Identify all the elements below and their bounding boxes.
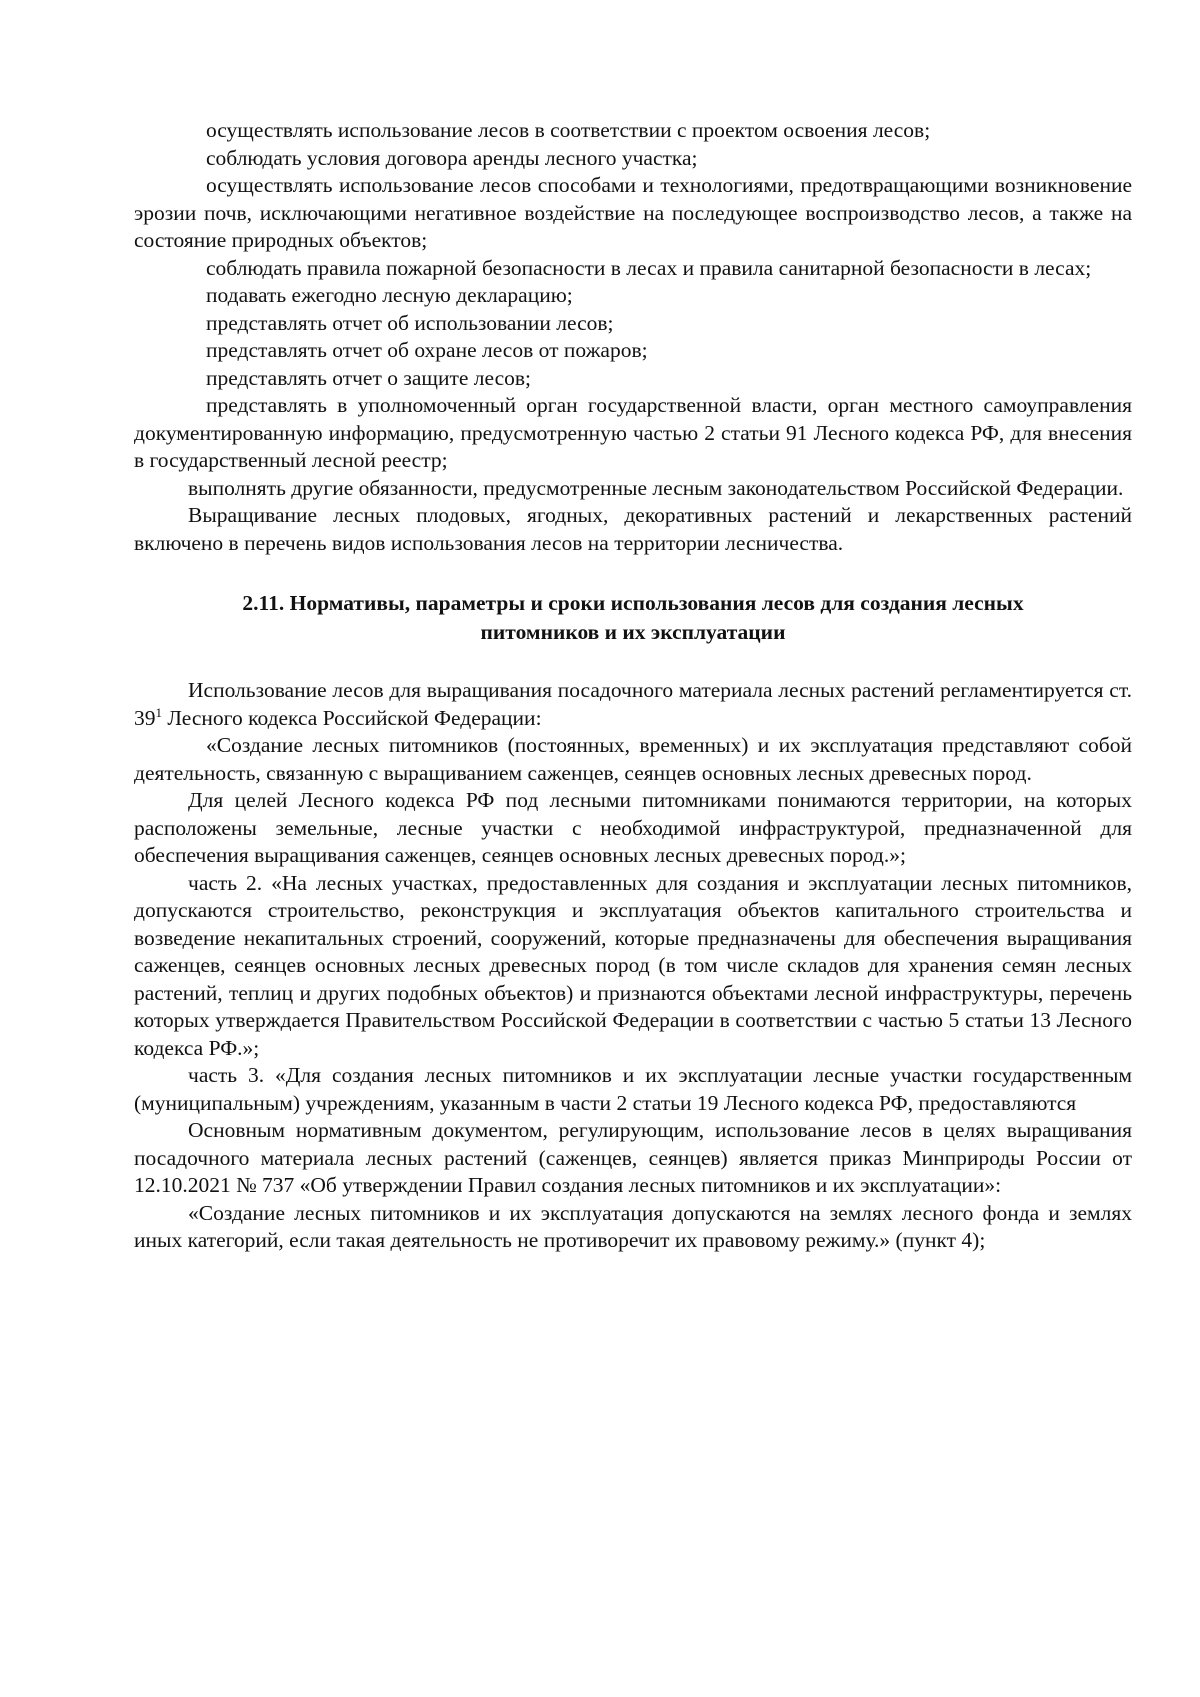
paragraph-growing-plants: Выращивание лесных плодовых, ягодных, декоративных растений и лекарственных растений включено в перечень видов использования лесов на территории лесничества. [134, 503, 1132, 555]
paragraph-obligation-project: осуществлять использование лесов в соответствии с проектом освоения лесов; [206, 118, 931, 142]
section-heading-line1: 2.11. Нормативы, параметры и сроки использования лесов для создания лесных [242, 591, 1024, 615]
paragraph-regulation [134, 677, 1132, 732]
paragraph-main-regulation: Основным нормативным документом, регулирующим, использование лесов в целях выращивания посадочного материала лесных растений (саженцев, сеянцев) является приказ Минприроды России от 12.10.2021 № 737 «Об утверждении Правил создания лесных питомников и их эксплуатации»: [134, 1118, 1132, 1197]
paragraph-obligation-information: представлять в уполномоченный орган государственной власти, орган местного самоуправления документированную информацию, предусмотренную частью 2 статьи 91 Лесного кодекса РФ, для внесения в государственный лесной реестр; [134, 393, 1132, 472]
section-heading-line2: питомников и их эксплуатации [480, 620, 786, 644]
section-heading [134, 589, 1132, 647]
paragraph-regulation-tail: Лесного кодекса Российской Федерации: [162, 705, 542, 730]
paragraph-obligation-usage-report: представлять отчет об использовании лесов; [206, 310, 614, 335]
paragraph-obligation-other: выполнять другие обязанности, предусмотренные лесным законодательством Российской Федерации. [188, 475, 1124, 500]
paragraph-obligation-protection-report: представлять отчет о защите лесов; [206, 365, 532, 390]
paragraph-part-2: часть 2. «На лесных участках, предоставленных для создания и эксплуатации лесных питомников, допускаются строительство, реконструкция и эксплуатация объектов капитального строительства и возведение некапитальных строений, сооружений, которые предназначены для обеспечения выращивания саженцев, сеянцев основных лесных древесных пород (в том числе складов для хранения семян лесных растений, теплиц и других подобных объектов) и признаются объектами лесной инфраструктуры, перечень которых утверждается Правительством Российской Федерации в соответствии с частью 5 статьи 13 Лесного кодекса РФ.»; [134, 870, 1132, 1060]
paragraph-quote-nurseries: «Создание лесных питомников (постоянных, временных) и их эксплуатация представляют собой деятельность, связанную с выращиванием саженцев, сеянцев основных лесных древесных пород. [134, 733, 1132, 785]
article-superscript: 1 [155, 704, 162, 720]
paragraph-obligation-technologies: осуществлять использование лесов способами и технологиями, предотвращающими возникновение эрозии почв, исключающими негативное воздействие на последующее воспроизводство лесов, а также на состояние природных объектов; [134, 173, 1132, 252]
paragraph-obligation-fire-safety: соблюдать правила пожарной безопасности в лесах и правила санитарной безопасности в лесах; [206, 255, 1092, 280]
paragraph-nursery-definition: Для целей Лесного кодекса РФ под лесными питомниками понимаются территории, на которых расположены земельные, лесные участки с необходимой инфраструктурой, предназначенной для обеспечения выращивания саженцев, сеянцев основных лесных древесных пород.»; [134, 788, 1132, 867]
paragraph-regulation-text: Использование лесов для выращивания посадочного материала лесных растений регламентируется ст. 39 [134, 678, 1132, 730]
paragraph-quote-land: «Создание лесных питомников и их эксплуатация допускаются на землях лесного фонда и землях иных категорий, если такая деятельность не противоречит их правовому режиму.» (пункт 4); [134, 1200, 1132, 1252]
paragraph-obligation-declaration: подавать ежегодно лесную декларацию; [206, 283, 573, 307]
paragraph-obligation-fire-report: представлять отчет об охране лесов от пожаров; [206, 338, 648, 362]
paragraph-part-3: часть 3. «Для создания лесных питомников и их эксплуатации лесные участки государственным (муниципальным) учреждениям, указанным в части 2 статьи 19 Лесного кодекса РФ, предоставляются [134, 1063, 1132, 1115]
document-page [134, 117, 1132, 1255]
paragraph-obligation-lease-terms: соблюдать условия договора аренды лесного участка; [206, 145, 698, 170]
